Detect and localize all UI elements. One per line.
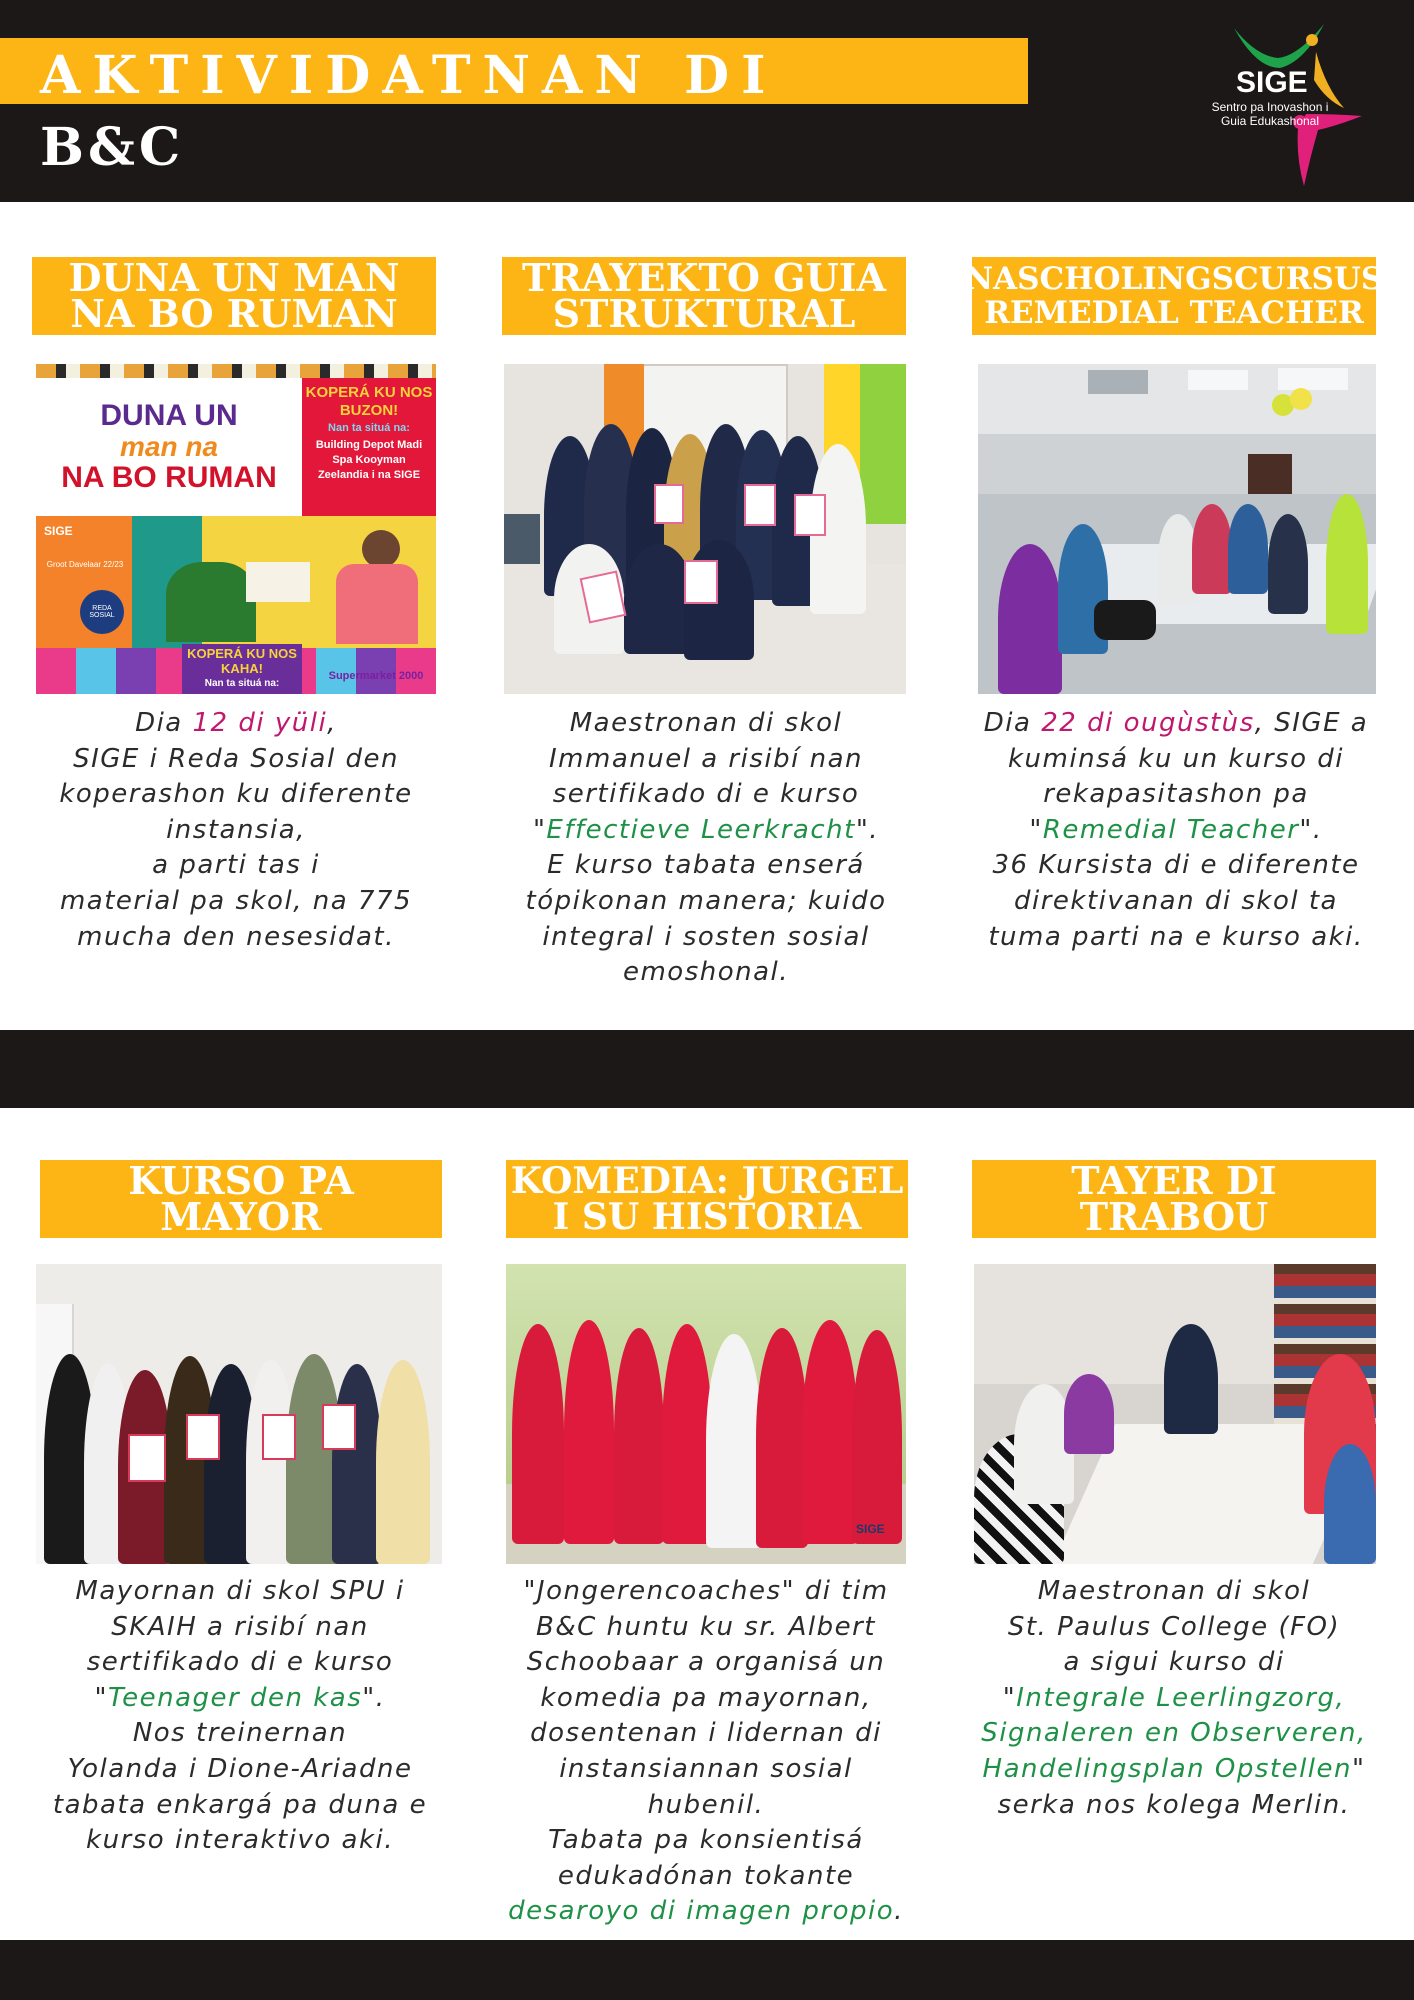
card-description-komedia: "Jongerencoaches" di tim B&C huntu ku sr. Albert Schoobaar a organisá un komedia pa mayornan, dosentenan i lidernan di instansiannan sosial hubenil. Tabata pa konsientisá edukadónan tokante desaroyo di imagen propio.	[508, 1576, 904, 1927]
card-heading-nascholingscursus: NASCHOLINGSCURSUS REMEDIAL TEACHER	[972, 257, 1376, 335]
card-description-kurso-pa-mayor: Mayornan di skol SPU i SKAIH a risibí nan sertifikado di e kurso "Teenager den kas". Nos treinernan Yolanda i Dione-Ariadne tabata enkargá pa duna e kurso interaktivo aki.	[52, 1576, 428, 1856]
logo-wordmark: SIGE	[1236, 66, 1308, 99]
card-description-trayekto-guia: Maestronan di skol Immanuel a risibí nan sertifikado di e kurso "Effectieve Leerkracht". E kurso tabata enserá tópikonan manera; kuido integral i sosten sosial emoshonal.	[525, 708, 887, 988]
sige-logo	[1186, 18, 1386, 190]
card-heading-duna-un-man: DUNA UN MAN NA BO RUMAN	[32, 257, 436, 335]
page-title: AKTIVIDATNAN DI	[40, 45, 778, 106]
photo-watermark-logo: SIGE	[856, 1522, 885, 1536]
card-heading-trayekto-guia: TRAYEKTO GUIA STRUKTURAL	[502, 257, 906, 335]
card-image-tayer-di-trabou	[974, 1264, 1376, 1564]
card-description-nascholingscursus: Dia 22 di ougùstùs, SIGE a kuminsá ku un kurso di rekapasitashon pa "Remedial Teacher". 36 Kursista di e diferente direktivanan di skol ta tuma parti na e kurso aki.	[983, 708, 1369, 952]
page-subtitle: B&C	[40, 117, 185, 178]
footer-bar	[0, 1940, 1414, 2000]
card-heading-kurso-pa-mayor: KURSO PA MAYOR	[40, 1160, 442, 1238]
card-description-tayer-di-trabou: Maestronan di skol St. Paulus College (FO) a sigui kurso di "Integrale Leerlingzorg, Signaleren en Observeren, Handelingsplan Opstellen" serka nos kolega Merlin.	[981, 1576, 1367, 1820]
card-heading-komedia: KOMEDIA: JURGEL I SU HISTORIA	[506, 1160, 908, 1238]
card-description-duna-un-man: Dia 12 di yüli, SIGE i Reda Sosial den koperashon ku diferente instansia, a parti tas i material pa skol, na 775 mucha den nesesidat.	[59, 708, 413, 952]
card-heading-tayer-di-trabou: TAYER DI TRABOU	[972, 1160, 1376, 1238]
card-image-trayekto-guia	[504, 364, 906, 694]
logo-tagline: Sentro pa Inovashon i Guia Edukashonal	[1211, 100, 1329, 128]
card-image-komedia	[506, 1264, 906, 1564]
card-image-kurso-pa-mayor	[36, 1264, 442, 1564]
card-image-nascholingscursus	[978, 364, 1376, 694]
card-image-duna-un-man: DUNA UN man na NA BO RUMAN KOPERÁ KU NOS BUZON! Nan ta situá na: Building Depot Madi Spa Kooyman Zeelandia i na SIGE SIGE Groot Davelaar 22/23 REDA SOSIAL KOPERÁ KU NOS KAHA! Nan ta situá na: Supermarket 2000	[36, 364, 436, 694]
section-divider	[0, 1030, 1414, 1108]
